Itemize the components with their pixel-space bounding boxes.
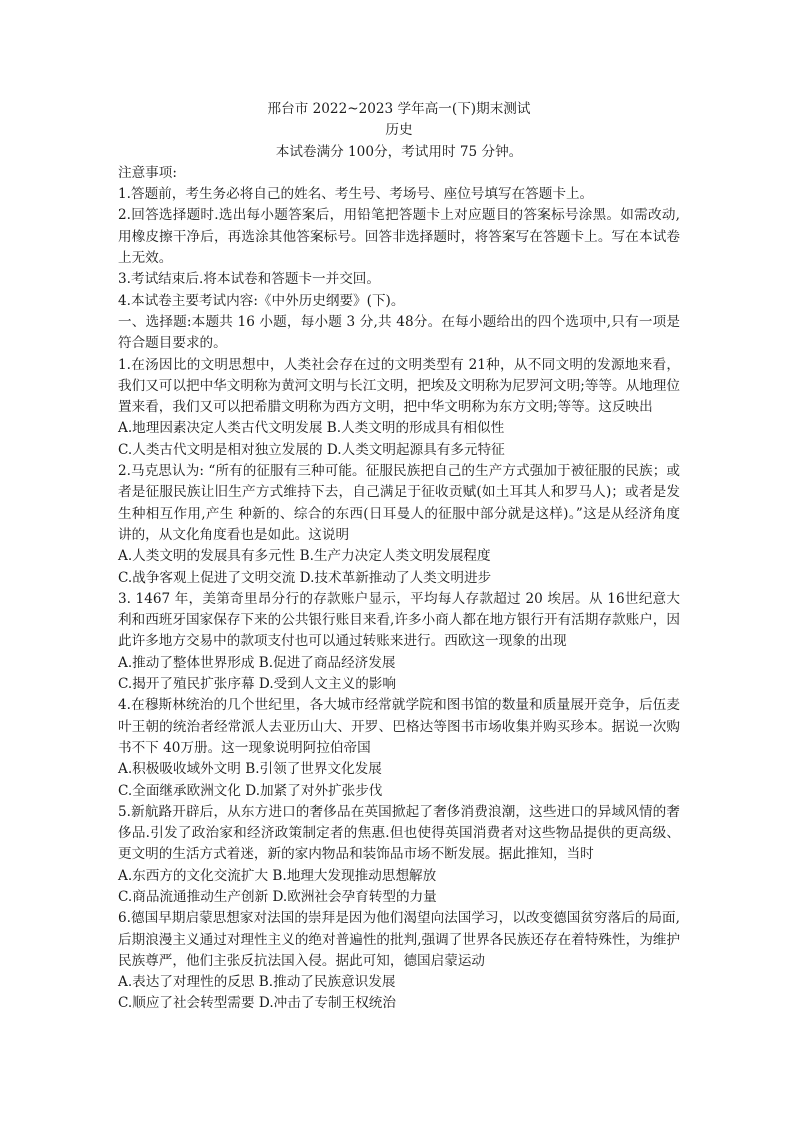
- question-options: C.人类古代文明是相对独立发展的 D.人类文明起源具有多元特征: [118, 441, 505, 458]
- subject-title: 历史: [385, 122, 413, 139]
- exam-info: 本试卷满分 100分，考试用时 75 分钟。: [275, 143, 523, 160]
- section-intro: 一、选择题:本题共 16 小题，每小题 3 分,共 48分。在每小题给出的四个选项中,只有一项是符合题目要求的。: [118, 313, 680, 352]
- question-2: [118, 461, 680, 589]
- notice-item-2: 2.回答选择题时.选出每小题答案后，用铅笔把答题卡上对应题目的答案标号涂黑。如需改动,用橡皮擦干净后，再选涂其他答案标号。回答非选择题时，将答案写在答题卡上。写在本试卷上无效。: [118, 207, 680, 267]
- notice-item-3: 3.考试结束后.将本试卷和答题卡一并交回。: [118, 271, 380, 288]
- exam-page: [118, 99, 680, 1015]
- question-stem: 6.德国早期启蒙思想家对法国的崇拜是因为他们渴望向法国学习，以改变德国贫穷落后的局面,后期浪漫主义通过对理性主义的绝对普遍性的批判,强调了世界各民族还存在着特殊性，为维护民族尊严，他们主张反抗法国入侵。据此可知，德国启蒙运动: [118, 910, 680, 969]
- question-options: A.推动了整体世界形成 B.促进了商品经济发展: [118, 654, 396, 671]
- question-options: A.表达了对理性的反思 B.推动了民族意识发展: [118, 974, 396, 991]
- question-options: A.地理因素决定人类古代文明发展 B.人类文明的形成具有相似性: [118, 420, 505, 437]
- question-stem: 2.马克思认为: “所有的征服有三种可能。征服民族把自己的生产方式强加于被征服的民族；或者是征服民族让旧生产方式维持下去，自己满足于征收贡赋(如土耳其人和罗马人)；或者是发生种相互作用,产生 种新的、综合的东西(日耳曼人的征服中部分就是这样)。”这是从经济角度讲的，从文化角度看也是如此。这说明: [118, 463, 680, 543]
- question-4: [118, 695, 680, 801]
- question-options: A.人类文明的发展具有多元性 B.生产力决定人类文明发展程度: [118, 548, 491, 565]
- question-options: C.顺应了社会转型需要 D.冲击了专制王权统治: [118, 995, 396, 1012]
- notice-heading: 注意事项:: [118, 164, 177, 181]
- question-options: A.东西方的文化交流扩大 B.地理大发现推动思想解放: [118, 867, 437, 884]
- question-1: [118, 355, 680, 461]
- question-stem: 4.在穆斯林统治的几个世纪里，各大城市经常就学院和图书馆的数量和质量展开竞争，后伍麦叶王朝的统治者经常派人去亚历山大、开罗、巴格达等图书市场收集并购买珍本。据说一次购书不下 40万册。这一现象说明阿拉伯帝国: [118, 697, 680, 756]
- notice-item-1: 1.答题前，考生务必将自己的姓名、考生号、考场号、座位号填写在答题卡上。: [118, 186, 594, 203]
- question-options: C.揭开了殖民扩张序幕 D.受到人文主义的影响: [118, 676, 396, 693]
- question-5: [118, 802, 680, 908]
- question-options: A.积极吸收域外文明 B.引领了世界文化发展: [118, 761, 382, 778]
- question-options: C.全面继承欧洲文化 D.加紧了对外扩张步伐: [118, 782, 383, 799]
- exam-title: 邢台市 2022~2023 学年高一(下)期末测试: [267, 101, 531, 117]
- notice-item-4: 4.本试卷主要考试内容:《中外历史纲要》(下)。: [118, 292, 405, 309]
- question-options: C.战争客观上促进了文明交流 D.技术革新推动了人类文明进步: [118, 569, 492, 586]
- question-stem: 3. 1467 年，美第奇里昂分行的存款账户显示，平均每人存款超过 20 埃居。从 16世纪意大利和西班牙国家保存下来的公共银行账目来看,许多小商人都在地方银行开有活期存款账户，因此许多地方交易中的款项支付也可以通过转账来进行。西欧这一现象的出现: [118, 590, 680, 650]
- question-options: C.商品流通推动生产创新 D.欧洲社会孕育转型的力量: [118, 888, 437, 905]
- question-stem: 1.在汤因比的文明思想中，人类社会存在过的文明类型有 21种，从不同文明的发源地来看，我们又可以把中华文明称为黄河文明与长江文明，把埃及文明称为尼罗河文明;等等。从地理位置来看，我们又可以把希腊文明称为西方文明，把中华文明称为东方文明;等等。这反映出: [118, 356, 680, 416]
- question-6: [118, 908, 680, 1014]
- question-3: [118, 589, 680, 695]
- question-stem: 5.新航路开辟后，从东方进口的奢侈品在英国掀起了奢侈消费浪潮，这些进口的异域风情的奢侈品.引发了政治家和经济政策制定者的焦惠.但也使得英国消费者对这些物品提供的更高级、更文明的生活方式着迷，新的家内物品和装饰品市场不断发展。据此推知，当时: [118, 803, 680, 863]
